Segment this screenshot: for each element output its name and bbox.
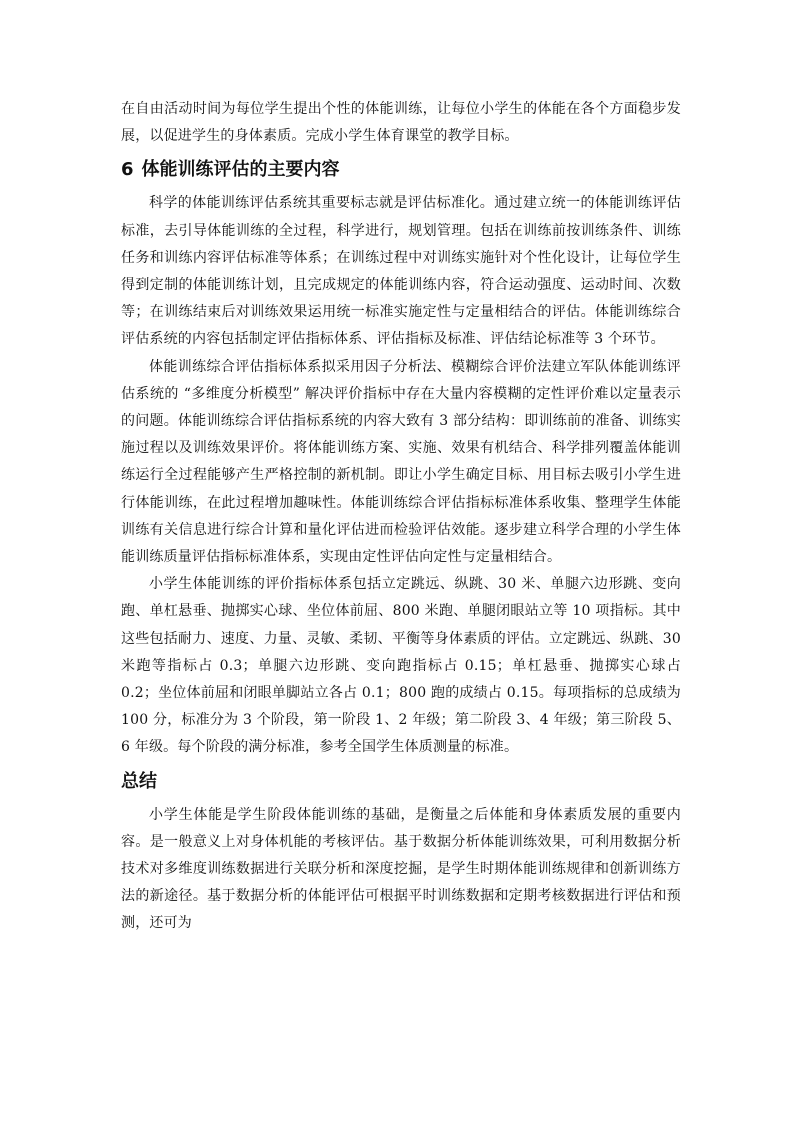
intro-paragraph: 在自由活动时间为每位学生提出个性的体能训练，让每位小学生的体能在各个方面稳步发展，以促进学生的身体素质。完成小学生体育课堂的教学目标。 [121, 101, 681, 145]
body-paragraph: 科学的体能训练评估系统其重要标志就是评估标准化。通过建立统一的体能训练评估标准，去引导体能训练的全过程，科学进行，规划管理。包括在训练前按训练条件、训练任务和训练内容评估标准等体系；在训练过程中对训练实施针对个性化设计，让每位学生得到定制的体能训练计划，且完成规定的体能训练内容，符合运动强度、运动时间、次数等；在训练结束后对训练效果运用统一标准实施定性与定量相结合的评估。体能训练综合评估系统的内容包括制定评估指标体系、评估指标及标准、评估结论标准等 3 个环节。 [121, 195, 681, 348]
document-page [121, 96, 681, 938]
summary-paragraph: 小学生体能是学生阶段体能训练的基础，是衡量之后体能和身体素质发展的重要内容。是一般意义上对身体机能的考核评估。基于数据分析体能训练效果，可利用数据分析技术对多维度训练数据进行关联分析和深度挖掘，是学生时期体能训练规律和创新训练方法的新途径。基于数据分析的体能评估可根据平时训练数据和定期考核数据进行评估和预测，还可为 [121, 806, 681, 932]
body-paragraph: 体能训练综合评估指标体系拟采用因子分析法、模糊综合评价法建立军队体能训练评估系统的 “多维度分析模型” 解决评价指标中存在大量内容模糊的定性评价难以定量表示的问题。体能训练综合评估指标系统的内容大致有 3 部分结构：即训练前的准备、训练实施过程以及训练效果评价。将体能训练方案、实施、效果有机结合、科学排列覆盖体能训练运行全过程能够产生严格控制的新机制。即让小学生确定目标、用目标去吸引小学生进行体能训练，在此过程增加趣味性。体能训练综合评估指标标准体系收集、整理学生体能训练有关信息进行综合计算和量化评估进而检验评估效能。逐步建立科学合理的小学生体能训练质量评估指标标准体系，实现由定性评估向定性与定量相结合。 [121, 358, 681, 566]
body-paragraph: 小学生体能训练的评价指标体系包括立定跳远、纵跳、30 米、单腿六边形跳、变向跑、单杠悬垂、抛掷实心球、坐位体前屈、800 米跑、单腿闭眼站立等 10 项指标。其中这些包括耐力、速度、力量、灵敏、柔韧、平衡等身体素质的评估。立定跳远、纵跳、30 米跑等指标占 0.3；单腿六边形跳、变向跑指标占 0.15；单杠悬垂、抛掷实心球占 0.2；坐位体前屈和闭眼单脚站立各占 0.1；800 跑的成绩占 0.15。每项指标的总成绩为 100 分，标准分为 3 个阶段，第一阶段 1、2 年级；第二阶段 3、4 年级；第三阶段 5、6 年级。每个阶段的满分标准，参考全国学生体质测量的标准。 [121, 576, 681, 756]
section-title: 体能训练评估的主要内容 [141, 159, 340, 181]
section-number: 6 [121, 159, 134, 181]
summary-heading: 总结 [121, 770, 157, 792]
section-heading [121, 156, 681, 184]
